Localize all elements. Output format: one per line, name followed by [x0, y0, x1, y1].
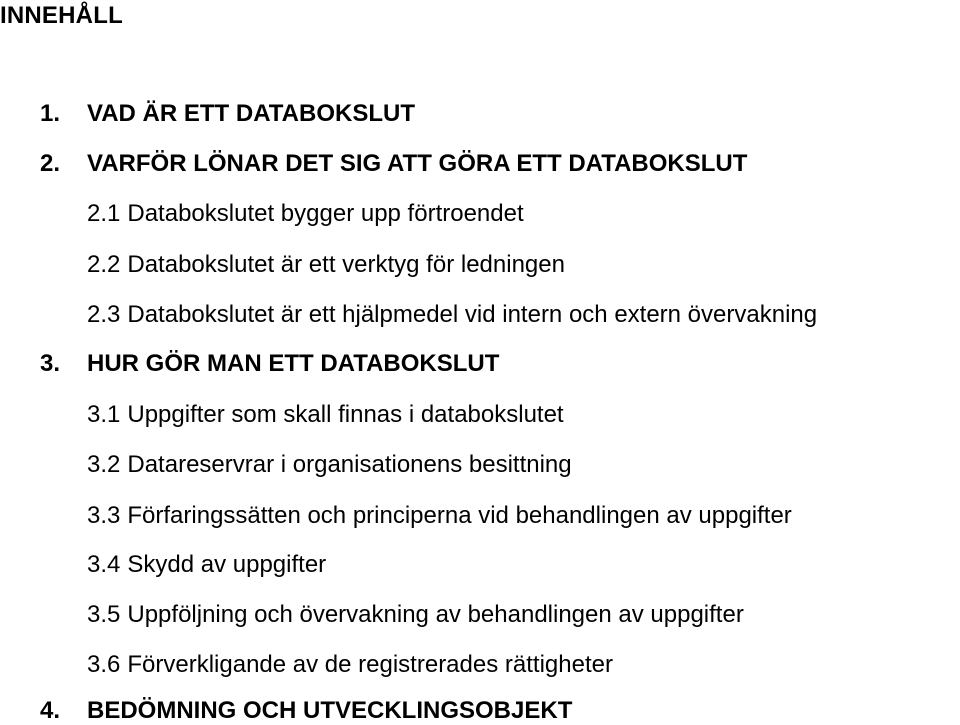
toc-entry-text: Uppföljning och övervakning av behandlingen av uppgifter: [127, 601, 744, 628]
toc-entry-text: HUR GÖR MAN ETT DATABOKSLUT: [87, 350, 500, 377]
toc-entry-number: 2.: [40, 150, 61, 177]
toc-heading: INNEHÅLL: [0, 2, 123, 29]
toc-entry-number: 2.3: [87, 301, 121, 328]
toc-entry-3: [40, 350, 499, 378]
toc-entry-2-3: [87, 301, 817, 329]
toc-entry-number: 3.2: [87, 451, 121, 478]
toc-entry-3-6: [87, 651, 613, 679]
toc-entry-text: Databokslutet är ett hjälpmedel vid intern och extern övervakning: [127, 301, 818, 328]
toc-entry-number: 3.3: [87, 502, 121, 529]
toc-entry-text: VAD ÄR ETT DATABOKSLUT: [87, 100, 415, 127]
toc-entry-3-1: [87, 401, 564, 429]
toc-entry-number: 3.1: [87, 401, 121, 428]
toc-entry-text: BEDÖMNING OCH UTVECKLINGSOBJEKT: [87, 697, 573, 724]
toc-entry-number: 2.2: [87, 251, 121, 278]
toc-entry-3-5: [87, 601, 744, 629]
toc-entry-text: VARFÖR LÖNAR DET SIG ATT GÖRA ETT DATABOKSLUT: [87, 150, 748, 177]
toc-entry-text: Skydd av uppgifter: [127, 551, 327, 578]
toc-entry-text: Uppgifter som skall finnas i databokslutet: [127, 401, 564, 428]
toc-entry-number: 3.4: [87, 551, 121, 578]
toc-entry-text: Databokslutet bygger upp förtroendet: [127, 200, 524, 227]
toc-entry-2-1: [87, 200, 524, 228]
toc-entry-number: 3.6: [87, 651, 121, 678]
toc-entry-text: Databokslutet är ett verktyg för ledningen: [127, 251, 565, 278]
toc-entry-number: 3.5: [87, 601, 121, 628]
toc-entry-3-3: [87, 502, 792, 530]
toc-entry-number: 4.: [40, 697, 61, 724]
toc-entry-2: [40, 150, 747, 178]
toc-entry-number: 3.: [40, 350, 61, 377]
toc-entry-number: 2.1: [87, 200, 121, 227]
toc-entry-text: Datareservrar i organisationens besittning: [127, 451, 572, 478]
toc-entry-4: [40, 697, 572, 725]
toc-entry-number: 1.: [40, 100, 61, 127]
toc-entry-text: Förfaringssätten och principerna vid behandlingen av uppgifter: [127, 502, 792, 529]
toc-entry-3-4: [87, 551, 326, 579]
toc-entry-text: Förverkligande av de registrerades rättigheter: [127, 651, 613, 678]
toc-entry-2-2: [87, 251, 565, 279]
toc-entry-1: [40, 100, 415, 128]
toc-entry-3-2: [87, 451, 572, 479]
